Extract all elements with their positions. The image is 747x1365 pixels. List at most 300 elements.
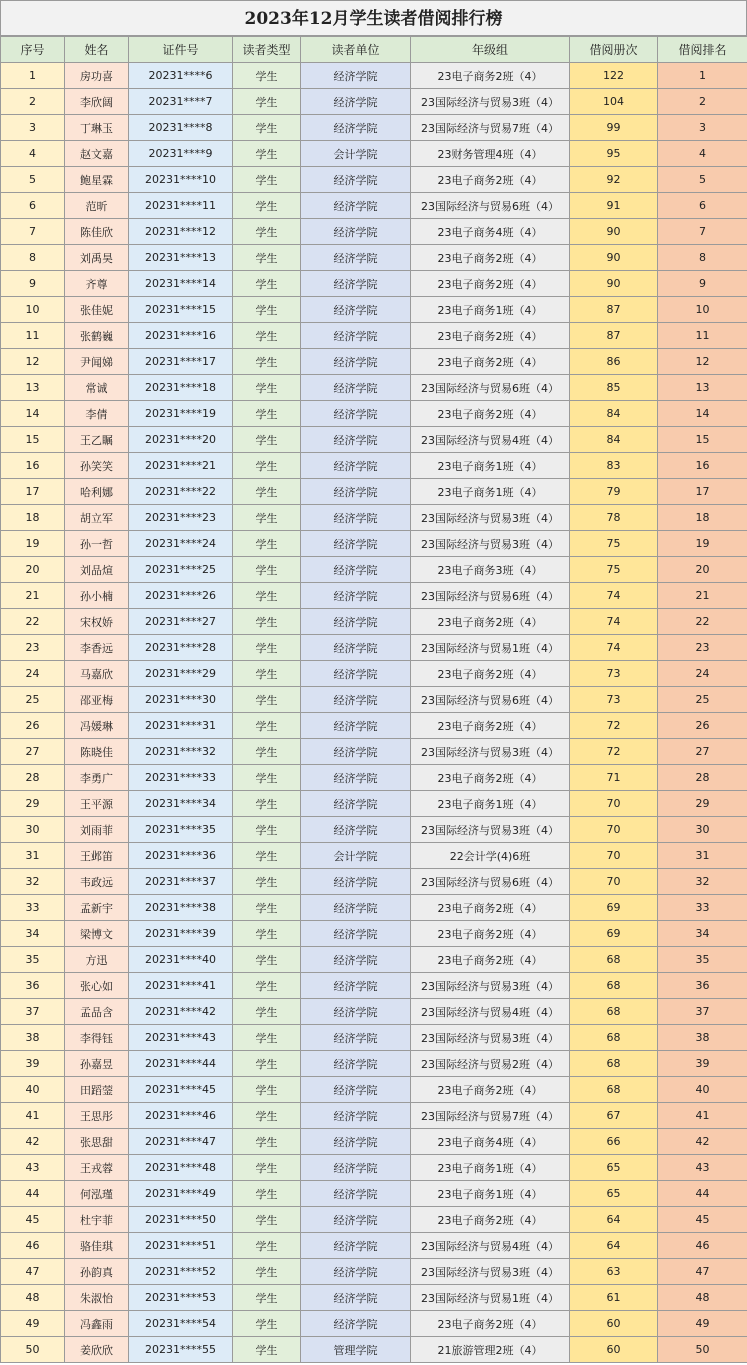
cell-borrow-rank[interactable]: 13 [658, 375, 747, 401]
cell-id[interactable]: 20231****13 [129, 245, 233, 271]
cell-borrow-rank[interactable]: 44 [658, 1181, 747, 1207]
cell-id[interactable]: 20231****11 [129, 193, 233, 219]
cell-id[interactable]: 20231****9 [129, 141, 233, 167]
cell-name[interactable]: 王邺笛 [65, 843, 129, 869]
cell-reader-unit[interactable]: 经济学院 [301, 817, 411, 843]
cell-name[interactable]: 方迅 [65, 947, 129, 973]
cell-borrow-count[interactable]: 60 [570, 1311, 658, 1337]
cell-name[interactable]: 孙笑笑 [65, 453, 129, 479]
cell-index[interactable]: 32 [1, 869, 65, 895]
cell-borrow-count[interactable]: 83 [570, 453, 658, 479]
cell-borrow-count[interactable]: 61 [570, 1285, 658, 1311]
cell-borrow-rank[interactable]: 31 [658, 843, 747, 869]
cell-id[interactable]: 20231****31 [129, 713, 233, 739]
cell-index[interactable]: 20 [1, 557, 65, 583]
cell-grade-group[interactable]: 23电子商务2班（4） [411, 609, 570, 635]
cell-grade-group[interactable]: 23电子商务1班（4） [411, 297, 570, 323]
cell-grade-group[interactable]: 23国际经济与贸易1班（4） [411, 1285, 570, 1311]
cell-index[interactable]: 24 [1, 661, 65, 687]
cell-reader-type[interactable]: 学生 [233, 921, 301, 947]
cell-reader-type[interactable]: 学生 [233, 713, 301, 739]
cell-index[interactable]: 25 [1, 687, 65, 713]
cell-grade-group[interactable]: 23国际经济与贸易2班（4） [411, 1051, 570, 1077]
cell-reader-unit[interactable]: 经济学院 [301, 661, 411, 687]
cell-borrow-rank[interactable]: 22 [658, 609, 747, 635]
cell-reader-unit[interactable]: 经济学院 [301, 479, 411, 505]
cell-borrow-rank[interactable]: 17 [658, 479, 747, 505]
cell-index[interactable]: 19 [1, 531, 65, 557]
cell-name[interactable]: 李欣阔 [65, 89, 129, 115]
cell-name[interactable]: 宋权娇 [65, 609, 129, 635]
cell-borrow-count[interactable]: 90 [570, 245, 658, 271]
cell-reader-unit[interactable]: 经济学院 [301, 739, 411, 765]
cell-reader-type[interactable]: 学生 [233, 1259, 301, 1285]
cell-name[interactable]: 常诚 [65, 375, 129, 401]
cell-reader-unit[interactable]: 经济学院 [301, 583, 411, 609]
cell-reader-type[interactable]: 学生 [233, 349, 301, 375]
cell-reader-type[interactable]: 学生 [233, 1181, 301, 1207]
cell-name[interactable]: 张心如 [65, 973, 129, 999]
cell-reader-unit[interactable]: 经济学院 [301, 869, 411, 895]
cell-id[interactable]: 20231****33 [129, 765, 233, 791]
cell-index[interactable]: 33 [1, 895, 65, 921]
cell-borrow-count[interactable]: 84 [570, 427, 658, 453]
cell-reader-type[interactable]: 学生 [233, 1233, 301, 1259]
cell-reader-unit[interactable]: 管理学院 [301, 1337, 411, 1363]
cell-index[interactable]: 39 [1, 1051, 65, 1077]
cell-reader-type[interactable]: 学生 [233, 895, 301, 921]
cell-index[interactable]: 11 [1, 323, 65, 349]
cell-borrow-rank[interactable]: 2 [658, 89, 747, 115]
cell-name[interactable]: 杜宇菲 [65, 1207, 129, 1233]
cell-index[interactable]: 49 [1, 1311, 65, 1337]
cell-grade-group[interactable]: 23国际经济与贸易4班（4） [411, 427, 570, 453]
cell-borrow-count[interactable]: 72 [570, 713, 658, 739]
cell-reader-unit[interactable]: 经济学院 [301, 271, 411, 297]
cell-borrow-count[interactable]: 67 [570, 1103, 658, 1129]
cell-reader-unit[interactable]: 经济学院 [301, 505, 411, 531]
cell-name[interactable]: 韦政远 [65, 869, 129, 895]
cell-borrow-rank[interactable]: 1 [658, 63, 747, 89]
cell-name[interactable]: 胡立军 [65, 505, 129, 531]
cell-grade-group[interactable]: 23国际经济与贸易4班（4） [411, 999, 570, 1025]
cell-grade-group[interactable]: 23电子商务2班（4） [411, 713, 570, 739]
cell-id[interactable]: 20231****45 [129, 1077, 233, 1103]
cell-borrow-count[interactable]: 68 [570, 1025, 658, 1051]
cell-reader-unit[interactable]: 经济学院 [301, 349, 411, 375]
cell-borrow-rank[interactable]: 38 [658, 1025, 747, 1051]
cell-index[interactable]: 44 [1, 1181, 65, 1207]
cell-reader-unit[interactable]: 经济学院 [301, 947, 411, 973]
cell-id[interactable]: 20231****7 [129, 89, 233, 115]
cell-id[interactable]: 20231****46 [129, 1103, 233, 1129]
cell-reader-unit[interactable]: 经济学院 [301, 973, 411, 999]
cell-grade-group[interactable]: 23国际经济与贸易6班（4） [411, 869, 570, 895]
cell-id[interactable]: 20231****35 [129, 817, 233, 843]
cell-reader-type[interactable]: 学生 [233, 583, 301, 609]
cell-name[interactable]: 孙韵真 [65, 1259, 129, 1285]
cell-borrow-rank[interactable]: 43 [658, 1155, 747, 1181]
cell-index[interactable]: 37 [1, 999, 65, 1025]
cell-name[interactable]: 范昕 [65, 193, 129, 219]
cell-reader-type[interactable]: 学生 [233, 661, 301, 687]
cell-borrow-count[interactable]: 74 [570, 583, 658, 609]
cell-id[interactable]: 20231****51 [129, 1233, 233, 1259]
cell-grade-group[interactable]: 23国际经济与贸易3班（4） [411, 531, 570, 557]
cell-reader-unit[interactable]: 会计学院 [301, 843, 411, 869]
cell-name[interactable]: 李香远 [65, 635, 129, 661]
cell-id[interactable]: 20231****40 [129, 947, 233, 973]
cell-index[interactable]: 41 [1, 1103, 65, 1129]
cell-grade-group[interactable]: 23电子商务2班（4） [411, 271, 570, 297]
cell-borrow-rank[interactable]: 27 [658, 739, 747, 765]
cell-borrow-rank[interactable]: 30 [658, 817, 747, 843]
cell-borrow-rank[interactable]: 18 [658, 505, 747, 531]
cell-borrow-count[interactable]: 75 [570, 557, 658, 583]
cell-name[interactable]: 刘禹昊 [65, 245, 129, 271]
cell-index[interactable]: 45 [1, 1207, 65, 1233]
cell-reader-type[interactable]: 学生 [233, 245, 301, 271]
cell-reader-type[interactable]: 学生 [233, 1155, 301, 1181]
cell-borrow-rank[interactable]: 5 [658, 167, 747, 193]
cell-id[interactable]: 20231****47 [129, 1129, 233, 1155]
cell-borrow-rank[interactable]: 48 [658, 1285, 747, 1311]
cell-reader-type[interactable]: 学生 [233, 323, 301, 349]
cell-reader-unit[interactable]: 经济学院 [301, 1259, 411, 1285]
cell-grade-group[interactable]: 23国际经济与贸易6班（4） [411, 193, 570, 219]
cell-grade-group[interactable]: 23财务管理4班（4） [411, 141, 570, 167]
cell-grade-group[interactable]: 23电子商务1班（4） [411, 1181, 570, 1207]
cell-borrow-rank[interactable]: 39 [658, 1051, 747, 1077]
cell-reader-unit[interactable]: 经济学院 [301, 245, 411, 271]
cell-borrow-rank[interactable]: 45 [658, 1207, 747, 1233]
cell-index[interactable]: 42 [1, 1129, 65, 1155]
cell-borrow-count[interactable]: 64 [570, 1207, 658, 1233]
cell-grade-group[interactable]: 23电子商务2班（4） [411, 401, 570, 427]
cell-grade-group[interactable]: 23电子商务1班（4） [411, 453, 570, 479]
cell-reader-unit[interactable]: 经济学院 [301, 297, 411, 323]
cell-borrow-rank[interactable]: 21 [658, 583, 747, 609]
cell-borrow-count[interactable]: 69 [570, 921, 658, 947]
cell-name[interactable]: 房功喜 [65, 63, 129, 89]
cell-name[interactable]: 田蹈蓥 [65, 1077, 129, 1103]
cell-reader-unit[interactable]: 经济学院 [301, 1129, 411, 1155]
cell-reader-type[interactable]: 学生 [233, 765, 301, 791]
cell-borrow-count[interactable]: 73 [570, 687, 658, 713]
cell-reader-type[interactable]: 学生 [233, 1103, 301, 1129]
cell-borrow-count[interactable]: 91 [570, 193, 658, 219]
cell-name[interactable]: 王乙瞩 [65, 427, 129, 453]
cell-grade-group[interactable]: 23国际经济与贸易7班（4） [411, 1103, 570, 1129]
cell-name[interactable]: 张鹤巍 [65, 323, 129, 349]
cell-reader-type[interactable]: 学生 [233, 401, 301, 427]
cell-grade-group[interactable]: 23电子商务2班（4） [411, 1207, 570, 1233]
cell-name[interactable]: 刘品煊 [65, 557, 129, 583]
cell-borrow-rank[interactable]: 6 [658, 193, 747, 219]
cell-id[interactable]: 20231****22 [129, 479, 233, 505]
cell-name[interactable]: 姜欣欣 [65, 1337, 129, 1363]
cell-borrow-count[interactable]: 70 [570, 843, 658, 869]
cell-grade-group[interactable]: 23电子商务3班（4） [411, 557, 570, 583]
cell-reader-unit[interactable]: 经济学院 [301, 557, 411, 583]
cell-id[interactable]: 20231****28 [129, 635, 233, 661]
cell-borrow-count[interactable]: 72 [570, 739, 658, 765]
cell-reader-unit[interactable]: 经济学院 [301, 791, 411, 817]
cell-index[interactable]: 10 [1, 297, 65, 323]
cell-borrow-rank[interactable]: 26 [658, 713, 747, 739]
cell-reader-type[interactable]: 学生 [233, 479, 301, 505]
cell-reader-unit[interactable]: 经济学院 [301, 1285, 411, 1311]
cell-borrow-count[interactable]: 104 [570, 89, 658, 115]
cell-reader-unit[interactable]: 经济学院 [301, 453, 411, 479]
cell-borrow-count[interactable]: 85 [570, 375, 658, 401]
cell-id[interactable]: 20231****41 [129, 973, 233, 999]
cell-grade-group[interactable]: 23国际经济与贸易7班（4） [411, 115, 570, 141]
cell-grade-group[interactable]: 23电子商务2班（4） [411, 661, 570, 687]
cell-borrow-rank[interactable]: 35 [658, 947, 747, 973]
cell-name[interactable]: 王思彤 [65, 1103, 129, 1129]
cell-name[interactable]: 李倩 [65, 401, 129, 427]
cell-reader-type[interactable]: 学生 [233, 557, 301, 583]
cell-borrow-count[interactable]: 90 [570, 219, 658, 245]
cell-name[interactable]: 孙小楠 [65, 583, 129, 609]
cell-borrow-rank[interactable]: 15 [658, 427, 747, 453]
cell-reader-unit[interactable]: 经济学院 [301, 89, 411, 115]
cell-borrow-rank[interactable]: 50 [658, 1337, 747, 1363]
cell-name[interactable]: 张佳妮 [65, 297, 129, 323]
cell-grade-group[interactable]: 23国际经济与贸易1班（4） [411, 635, 570, 661]
cell-id[interactable]: 20231****49 [129, 1181, 233, 1207]
cell-reader-unit[interactable]: 经济学院 [301, 895, 411, 921]
cell-index[interactable]: 2 [1, 89, 65, 115]
cell-reader-unit[interactable]: 经济学院 [301, 687, 411, 713]
cell-grade-group[interactable]: 23国际经济与贸易3班（4） [411, 739, 570, 765]
cell-id[interactable]: 20231****6 [129, 63, 233, 89]
cell-reader-unit[interactable]: 经济学院 [301, 1103, 411, 1129]
cell-grade-group[interactable]: 23电子商务4班（4） [411, 219, 570, 245]
cell-reader-type[interactable]: 学生 [233, 843, 301, 869]
cell-borrow-rank[interactable]: 36 [658, 973, 747, 999]
cell-index[interactable]: 3 [1, 115, 65, 141]
cell-reader-type[interactable]: 学生 [233, 453, 301, 479]
cell-reader-type[interactable]: 学生 [233, 999, 301, 1025]
cell-grade-group[interactable]: 21旅游管理2班（4） [411, 1337, 570, 1363]
cell-id[interactable]: 20231****17 [129, 349, 233, 375]
cell-reader-type[interactable]: 学生 [233, 947, 301, 973]
cell-borrow-rank[interactable]: 8 [658, 245, 747, 271]
cell-id[interactable]: 20231****50 [129, 1207, 233, 1233]
cell-borrow-count[interactable]: 122 [570, 63, 658, 89]
cell-grade-group[interactable]: 23国际经济与贸易3班（4） [411, 1025, 570, 1051]
cell-reader-type[interactable]: 学生 [233, 1025, 301, 1051]
cell-borrow-count[interactable]: 70 [570, 817, 658, 843]
cell-name[interactable]: 尹闻娣 [65, 349, 129, 375]
cell-id[interactable]: 20231****18 [129, 375, 233, 401]
cell-borrow-rank[interactable]: 4 [658, 141, 747, 167]
cell-reader-type[interactable]: 学生 [233, 1207, 301, 1233]
cell-borrow-count[interactable]: 60 [570, 1337, 658, 1363]
cell-name[interactable]: 王平源 [65, 791, 129, 817]
cell-borrow-rank[interactable]: 49 [658, 1311, 747, 1337]
cell-reader-unit[interactable]: 经济学院 [301, 1025, 411, 1051]
cell-borrow-count[interactable]: 68 [570, 1077, 658, 1103]
cell-id[interactable]: 20231****26 [129, 583, 233, 609]
cell-reader-unit[interactable]: 经济学院 [301, 713, 411, 739]
cell-borrow-rank[interactable]: 19 [658, 531, 747, 557]
cell-name[interactable]: 冯鑫雨 [65, 1311, 129, 1337]
cell-id[interactable]: 20231****55 [129, 1337, 233, 1363]
cell-reader-unit[interactable]: 经济学院 [301, 999, 411, 1025]
cell-index[interactable]: 4 [1, 141, 65, 167]
cell-index[interactable]: 34 [1, 921, 65, 947]
cell-reader-type[interactable]: 学生 [233, 1051, 301, 1077]
cell-reader-unit[interactable]: 经济学院 [301, 401, 411, 427]
cell-index[interactable]: 17 [1, 479, 65, 505]
cell-index[interactable]: 46 [1, 1233, 65, 1259]
cell-reader-unit[interactable]: 经济学院 [301, 193, 411, 219]
cell-reader-unit[interactable]: 经济学院 [301, 1077, 411, 1103]
cell-borrow-rank[interactable]: 32 [658, 869, 747, 895]
cell-borrow-count[interactable]: 63 [570, 1259, 658, 1285]
cell-borrow-count[interactable]: 92 [570, 167, 658, 193]
cell-borrow-count[interactable]: 99 [570, 115, 658, 141]
cell-borrow-rank[interactable]: 16 [658, 453, 747, 479]
cell-id[interactable]: 20231****16 [129, 323, 233, 349]
cell-borrow-count[interactable]: 74 [570, 635, 658, 661]
cell-reader-type[interactable]: 学生 [233, 63, 301, 89]
cell-id[interactable]: 20231****10 [129, 167, 233, 193]
cell-index[interactable]: 35 [1, 947, 65, 973]
cell-grade-group[interactable]: 23电子商务2班（4） [411, 245, 570, 271]
cell-name[interactable]: 何泓瑾 [65, 1181, 129, 1207]
cell-borrow-rank[interactable]: 34 [658, 921, 747, 947]
cell-index[interactable]: 14 [1, 401, 65, 427]
cell-name[interactable]: 李勇广 [65, 765, 129, 791]
cell-borrow-count[interactable]: 68 [570, 973, 658, 999]
cell-borrow-count[interactable]: 95 [570, 141, 658, 167]
cell-id[interactable]: 20231****42 [129, 999, 233, 1025]
cell-reader-type[interactable]: 学生 [233, 505, 301, 531]
cell-name[interactable]: 梁博文 [65, 921, 129, 947]
cell-id[interactable]: 20231****27 [129, 609, 233, 635]
cell-index[interactable]: 12 [1, 349, 65, 375]
cell-grade-group[interactable]: 23电子商务2班（4） [411, 921, 570, 947]
cell-reader-unit[interactable]: 经济学院 [301, 219, 411, 245]
cell-name[interactable]: 孟品含 [65, 999, 129, 1025]
cell-id[interactable]: 20231****25 [129, 557, 233, 583]
cell-index[interactable]: 7 [1, 219, 65, 245]
cell-reader-type[interactable]: 学生 [233, 271, 301, 297]
cell-reader-type[interactable]: 学生 [233, 89, 301, 115]
cell-grade-group[interactable]: 23电子商务1班（4） [411, 791, 570, 817]
cell-id[interactable]: 20231****29 [129, 661, 233, 687]
cell-id[interactable]: 20231****54 [129, 1311, 233, 1337]
cell-grade-group[interactable]: 23国际经济与贸易3班（4） [411, 817, 570, 843]
cell-index[interactable]: 27 [1, 739, 65, 765]
cell-index[interactable]: 40 [1, 1077, 65, 1103]
cell-grade-group[interactable]: 23电子商务2班（4） [411, 167, 570, 193]
cell-borrow-rank[interactable]: 11 [658, 323, 747, 349]
cell-borrow-count[interactable]: 73 [570, 661, 658, 687]
cell-index[interactable]: 23 [1, 635, 65, 661]
cell-borrow-rank[interactable]: 33 [658, 895, 747, 921]
cell-name[interactable]: 刘雨菲 [65, 817, 129, 843]
cell-grade-group[interactable]: 23国际经济与贸易3班（4） [411, 89, 570, 115]
cell-borrow-count[interactable]: 71 [570, 765, 658, 791]
cell-reader-type[interactable]: 学生 [233, 297, 301, 323]
cell-id[interactable]: 20231****19 [129, 401, 233, 427]
cell-name[interactable]: 邵亚梅 [65, 687, 129, 713]
cell-index[interactable]: 30 [1, 817, 65, 843]
cell-id[interactable]: 20231****43 [129, 1025, 233, 1051]
cell-reader-unit[interactable]: 经济学院 [301, 375, 411, 401]
cell-id[interactable]: 20231****15 [129, 297, 233, 323]
cell-name[interactable]: 王戎蓉 [65, 1155, 129, 1181]
cell-reader-unit[interactable]: 经济学院 [301, 115, 411, 141]
cell-name[interactable]: 陈晓佳 [65, 739, 129, 765]
cell-index[interactable]: 6 [1, 193, 65, 219]
cell-name[interactable]: 丁琳玉 [65, 115, 129, 141]
cell-index[interactable]: 26 [1, 713, 65, 739]
cell-borrow-count[interactable]: 79 [570, 479, 658, 505]
cell-id[interactable]: 20231****36 [129, 843, 233, 869]
cell-reader-unit[interactable]: 经济学院 [301, 1207, 411, 1233]
cell-name[interactable]: 鲍星霖 [65, 167, 129, 193]
cell-reader-unit[interactable]: 经济学院 [301, 531, 411, 557]
cell-reader-type[interactable]: 学生 [233, 687, 301, 713]
cell-name[interactable]: 张思甜 [65, 1129, 129, 1155]
cell-name[interactable]: 哈利娜 [65, 479, 129, 505]
cell-index[interactable]: 15 [1, 427, 65, 453]
cell-grade-group[interactable]: 23电子商务1班（4） [411, 1155, 570, 1181]
cell-grade-group[interactable]: 23国际经济与贸易6班（4） [411, 375, 570, 401]
cell-grade-group[interactable]: 23电子商务2班（4） [411, 947, 570, 973]
cell-name[interactable]: 孙嘉昱 [65, 1051, 129, 1077]
cell-reader-type[interactable]: 学生 [233, 609, 301, 635]
cell-id[interactable]: 20231****24 [129, 531, 233, 557]
cell-grade-group[interactable]: 23国际经济与贸易6班（4） [411, 687, 570, 713]
cell-id[interactable]: 20231****34 [129, 791, 233, 817]
cell-index[interactable]: 1 [1, 63, 65, 89]
cell-borrow-rank[interactable]: 29 [658, 791, 747, 817]
cell-id[interactable]: 20231****53 [129, 1285, 233, 1311]
cell-borrow-count[interactable]: 90 [570, 271, 658, 297]
cell-reader-type[interactable]: 学生 [233, 635, 301, 661]
cell-borrow-count[interactable]: 64 [570, 1233, 658, 1259]
cell-reader-unit[interactable]: 经济学院 [301, 635, 411, 661]
cell-borrow-count[interactable]: 75 [570, 531, 658, 557]
cell-grade-group[interactable]: 23电子商务2班（4） [411, 765, 570, 791]
cell-name[interactable]: 孙一哲 [65, 531, 129, 557]
cell-reader-type[interactable]: 学生 [233, 375, 301, 401]
cell-borrow-rank[interactable]: 12 [658, 349, 747, 375]
cell-reader-type[interactable]: 学生 [233, 193, 301, 219]
cell-name[interactable]: 冯媛琳 [65, 713, 129, 739]
cell-borrow-count[interactable]: 70 [570, 791, 658, 817]
cell-grade-group[interactable]: 23电子商务1班（4） [411, 479, 570, 505]
cell-reader-type[interactable]: 学生 [233, 1285, 301, 1311]
cell-grade-group[interactable]: 23国际经济与贸易3班（4） [411, 973, 570, 999]
cell-index[interactable]: 38 [1, 1025, 65, 1051]
cell-grade-group[interactable]: 23电子商务2班（4） [411, 1311, 570, 1337]
cell-index[interactable]: 8 [1, 245, 65, 271]
cell-name[interactable]: 马嘉欣 [65, 661, 129, 687]
cell-borrow-count[interactable]: 87 [570, 297, 658, 323]
cell-borrow-rank[interactable]: 7 [658, 219, 747, 245]
cell-borrow-count[interactable]: 84 [570, 401, 658, 427]
cell-index[interactable]: 28 [1, 765, 65, 791]
cell-index[interactable]: 21 [1, 583, 65, 609]
